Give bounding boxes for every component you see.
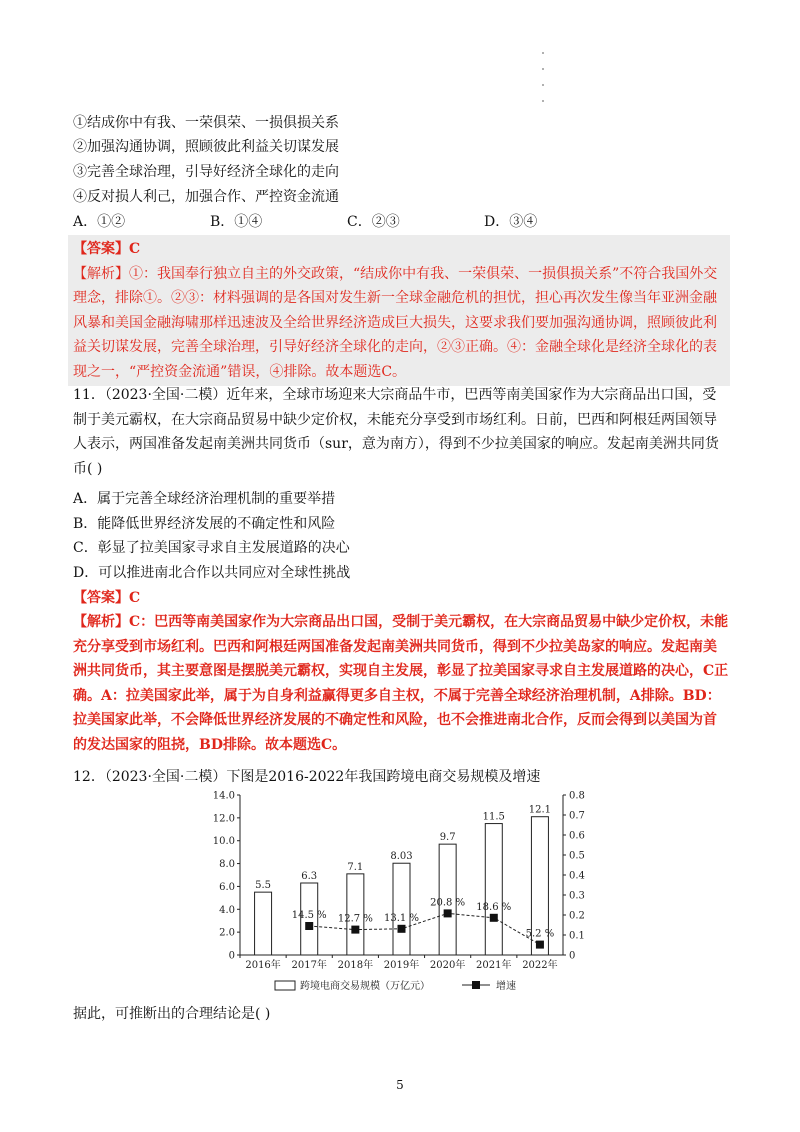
- q10-options: [73, 212, 621, 232]
- q10-item-3: ③完善全球治理，引导好经济全球化的走向: [73, 164, 339, 180]
- legend-bar-swatch: [275, 981, 295, 990]
- q10-option-a: A．①②: [73, 214, 126, 230]
- q10-answer-block: [68, 235, 730, 386]
- x-tick-label: 2021年: [476, 960, 512, 971]
- cross-border-ecommerce-chart: [200, 788, 610, 998]
- top-dots: [542, 52, 548, 116]
- q10-option-c: C．②③: [347, 214, 400, 230]
- x-tick-label: 2022年: [522, 960, 558, 971]
- growth-label: 18.6 %: [476, 901, 512, 913]
- q10-answer: 【答案】C: [73, 241, 141, 257]
- bar-2019年: [393, 863, 410, 955]
- q12-followup: 据此，可推断出的合理结论是( ): [73, 1006, 271, 1022]
- right-tick-label: 0.5: [569, 850, 585, 862]
- growth-marker: [536, 941, 544, 949]
- growth-marker: [305, 922, 313, 930]
- x-tick-label: 2017年: [291, 960, 327, 971]
- left-tick-label: 2.0: [219, 927, 235, 939]
- page-number: 5: [396, 1078, 404, 1092]
- q10-option-b: B．①④: [210, 214, 263, 230]
- right-tick-label: 0.1: [569, 930, 585, 942]
- q10-item-2: ②加强沟通协调，照顾彼此利益关切谋发展: [73, 139, 339, 155]
- legend-bar-label: 跨境电商交易规模（万亿元）: [300, 981, 430, 992]
- bar-value-label: 5.5: [255, 880, 272, 892]
- growth-marker: [351, 926, 359, 934]
- left-tick-label: 6.0: [219, 881, 235, 893]
- q10-option-d: D．③④: [484, 214, 538, 230]
- q12-stem: 12．（2023·全国·二模）下图是2016-2022年我国跨境电商交易规模及增速: [73, 769, 541, 785]
- left-tick-label: 4.0: [219, 904, 235, 916]
- growth-label: 13.1 %: [384, 912, 419, 924]
- right-tick-label: 0: [569, 950, 576, 962]
- x-tick-label: 2020年: [429, 960, 466, 971]
- left-tick-label: 0: [228, 950, 235, 962]
- growth-marker: [398, 925, 406, 933]
- right-tick-label: 0.3: [569, 890, 585, 902]
- growth-marker: [490, 914, 498, 922]
- right-tick-label: 0.2: [569, 910, 585, 922]
- bar-value-label: 12.1: [528, 804, 552, 816]
- q10-item-4: ④反对损人利己，加强合作、严控资金流通: [73, 189, 339, 205]
- q10-item-1: ①结成你中有我、一荣俱荣、一损俱损关系: [73, 115, 339, 131]
- bar-value-label: 9.7: [439, 832, 456, 844]
- growth-label: 20.8 %: [430, 897, 466, 909]
- x-tick-label: 2018年: [337, 960, 374, 971]
- q11-analysis: 【解析】C：巴西等南美国家作为大宗商品出口国，受制于美元霸权，在大宗商品贸易中缺少定价权，未能充分享受到市场红利。巴西和阿根廷两国准备发起南美洲共同货币，得到不少拉美岛家的响应。发起南美洲共同货币，其主要意图是摆脱美元霸权，实现自主发展，彰显了拉美国家寻求自主发展道路的决心，C正确。A：拉美国家此举，属于为自身利益赢得更多自主权，不属于完善全球经济治理机制，A排除。BD：拉美国家此举，不会降低世界经济发展的不确定性和风险，也不会推进南北合作，反而会得到以美国为首的发达国家的阻挠，BD排除。故本题选C。: [73, 614, 729, 753]
- bar-2021年: [485, 824, 502, 955]
- bar-value-label: 6.3: [301, 871, 318, 882]
- left-tick-label: 12.0: [212, 813, 235, 825]
- x-tick-label: 2019年: [383, 960, 420, 971]
- bar-2016年: [255, 892, 272, 955]
- q11-option-b: B．能降低世界经济发展的不确定性和风险: [73, 516, 336, 532]
- bar-value-label: 11.5: [482, 811, 505, 823]
- q10-analysis: 【解析】①：我国奉行独立自主的外交政策，“结成你中有我、一荣俱荣、一损俱损关系”不符合我国外交理念，排除①。②③：材料强调的是各国对发生新一全球金融危机的担忧，担心再次发生像当年亚洲金融风暴和美国金融海啸那样迅速波及全给世界经济造成巨大损失，这要求我们要加强沟通协调，照顾彼此利益关切谋发展，完善全球治理，引导好经济全球化的走向，②③正确。④：金融全球化是经济全球化的表现之一，“严控资金流通”错误，④排除。故本题选C。: [73, 265, 718, 380]
- right-tick-label: 0.4: [569, 870, 585, 882]
- right-tick-label: 0.7: [569, 810, 585, 822]
- left-tick-label: 14.0: [212, 790, 235, 802]
- legend-line-label: 增速: [496, 981, 516, 992]
- growth-marker: [444, 909, 452, 917]
- right-tick-label: 0.8: [569, 790, 585, 802]
- bar-value-label: 8.03: [390, 851, 413, 863]
- q11-option-c: C．彰显了拉美国家寻求自主发展道路的决心: [73, 540, 350, 556]
- q11-option-a: A．属于完善全球经济治理机制的重要举措: [73, 491, 336, 507]
- right-tick-label: 0.6: [569, 830, 585, 842]
- bar-value-label: 7.1: [347, 861, 364, 873]
- growth-label: 14.5 %: [291, 910, 327, 921]
- q11-answer: 【答案】C: [73, 590, 141, 606]
- left-tick-label: 8.0: [219, 859, 235, 871]
- growth-label: 5.2 %: [525, 928, 555, 940]
- legend-line-marker: [472, 981, 480, 989]
- growth-label: 12.7 %: [337, 913, 373, 925]
- q11-option-d: D．可以推进南北合作以共同应对全球性挑战: [73, 565, 351, 581]
- q11-stem: 11．（2023·全国·二模）近年来，全球市场迎来大宗商品牛市，巴西等南美国家作为大宗商品出口国，受制于美元霸权，在大宗商品贸易中缺少定价权，未能充分享受到市场红利。日前，巴西和阿根廷两国领导人表示，两国准备发起南美洲共同货币（sur，意为南方），得到不少拉美国家的响应。发起南美洲共同货币( ): [73, 387, 719, 477]
- x-tick-label: 2016年: [245, 960, 281, 971]
- left-tick-label: 10.0: [212, 836, 235, 848]
